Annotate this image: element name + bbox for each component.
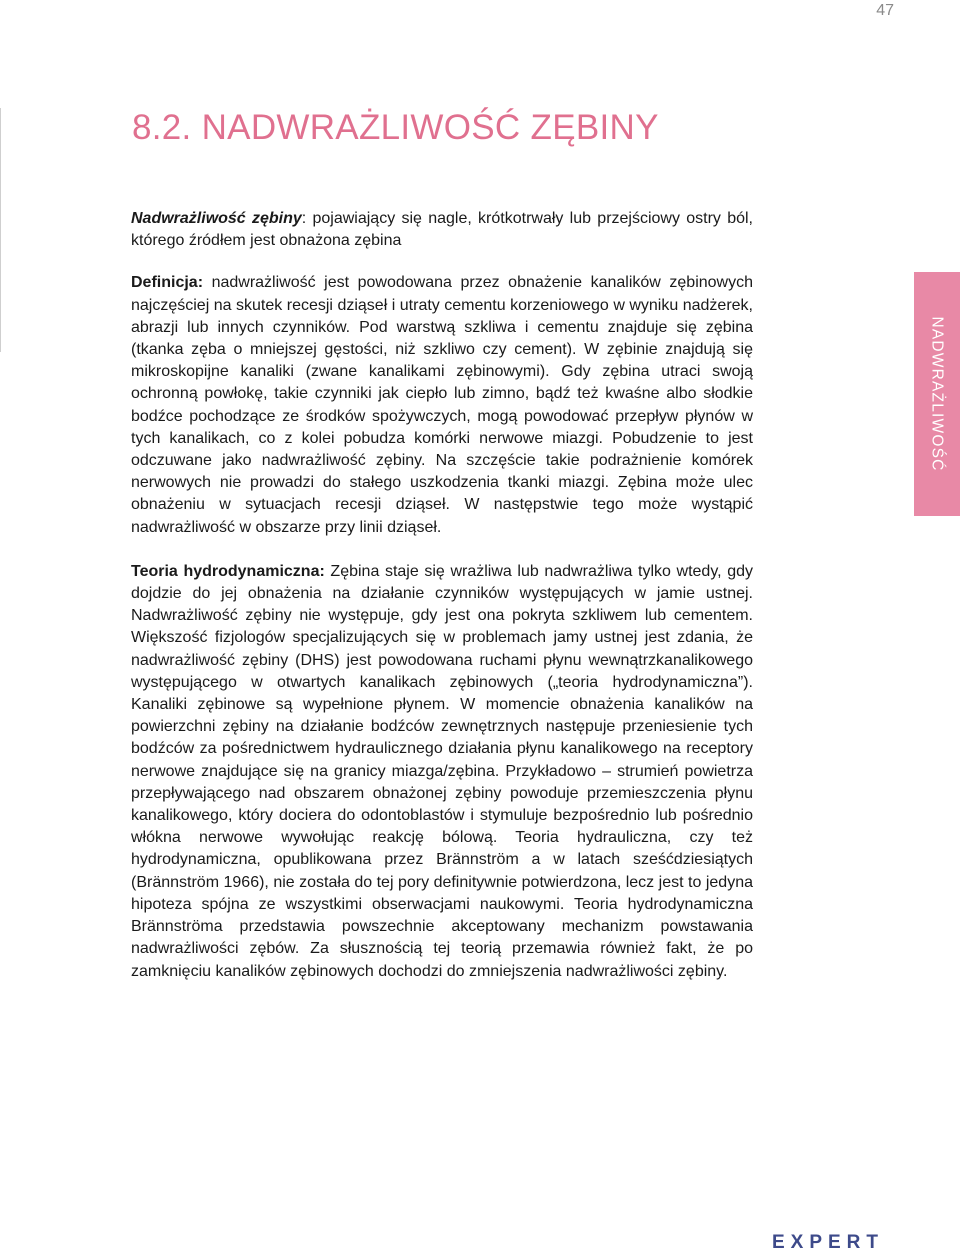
body-content [131,208,753,983]
left-margin-rule [0,108,1,352]
brand-logo: EXPERT [771,1232,884,1253]
page-number: 47 [876,2,894,19]
definition-paragraph [131,272,753,538]
definition-term: Definicja: [131,274,204,292]
theory-term: Teoria hydrodynamiczna: [131,562,325,580]
intro-paragraph [131,208,753,252]
side-tab [914,272,960,516]
intro-term: Nadwrażliwość zębiny [131,210,302,227]
section-heading: 8.2. NADWRAŻLIWOŚĆ ZĘBINY [132,108,659,147]
theory-paragraph [131,561,753,983]
definition-text: nadwrażliwość jest powodowana przez obnażenie kanalików zębinowych najczęściej na skutek recesji dziąseł i utraty cementu korzeniowego w wyniku nadżerek, abrazji lub innych czynników. Pod warstwą szkliwa i cementu znajduje się zębina (tkanka zęba o mniejszej gęstości, niż szkliwo czy cement). W zębinie znajdują się mikroskopijne kanaliki (zwane kanalikami zębinowymi). Gdy zębina utraci swoją ochronną powłokę, takie czynniki jak ciepło lub zimno, bądź też kwaśne albo słodkie bodźce pochodzące ze środków spożywczych, mogą powodować przepływ płynów w tych kanalikach, co z kolei pobudza komórki nerwowe miazgi. Pobudzenie to jest odczuwane jako nadwrażliwość zębiny. Na szczęście takie podrażnienie komórek nerwowych nie prowadzi do stałego uszkodzenia tkanki miazgi. Zębina może ulec obnażeniu w sytuacjach recesji dziąseł. W następstwie tego może wystąpić nadwrażliwość w obszarze przy linii dziąseł. [131,274,753,536]
side-tab-label: NADWRAŻLIWOŚĆ [929,316,947,472]
theory-text: Zębina staje się wrażliwa lub nadwrażliwa tylko wtedy, gdy dojdzie do jej obnażenia na działanie czynników występujących w jamie ustnej. Nadwrażliwość zębiny nie występuje, gdy jest ona pokryta szkliwem lub cementem. Większość fizjologów specjalizujących się w problemach jamy ustnej jest zdania, że nadwrażliwość zębiny (DHS) jest powodowana ruchami płynu wewnątrzkanalikowego występującego w otwartych kanalikach zębinowych („teoria hydrodynamiczna”). Kanaliki zębinowe są wypełnione płynem. W momencie obnażenia kanalików na powierzchni zębiny na działanie bodźców zewnętrznych następuje przeniesienie tych bodźców za pośrednictwem hydraulicznego działania płynu kanalikowego na receptory nerwowe znajdujące się na granicy miazga/zębina. Przykładowo – strumień powietrza przepływającego nad obszarem obnażonej zębiny powoduje przemieszczenia płynu kanalikowego, który dociera do odontoblastów i stymuluje bezpośrednio lub pośrednio włókna nerwowe wywołując reakcję bólową. Teoria hydrauliczna, czy też hydrodynamiczna, opublikowana przez Brännström a w latach sześćdziesiątych (Brännström 1966), nie została do tej pory definitywnie potwierdzona, lecz jest to jedyna hipoteza spójna ze wszystkimi obserwacjami naukowymi. Teoria hydrodynamiczna Brännströma przedstawia powszechnie akceptowany mechanizm powstawania nadwrażliwości zębów. Za słusznością tej teorią przemawia również fakt, że po zamknięciu kanalików zębinowych dochodzi do zmniejszenia nadwrażliwości zębiny. [131,562,753,980]
intro-text: : pojawiający się nagle, krótkotrwały lub przejściowy ostry ból, którego źródłem jest obnażona zębina [131,210,754,250]
